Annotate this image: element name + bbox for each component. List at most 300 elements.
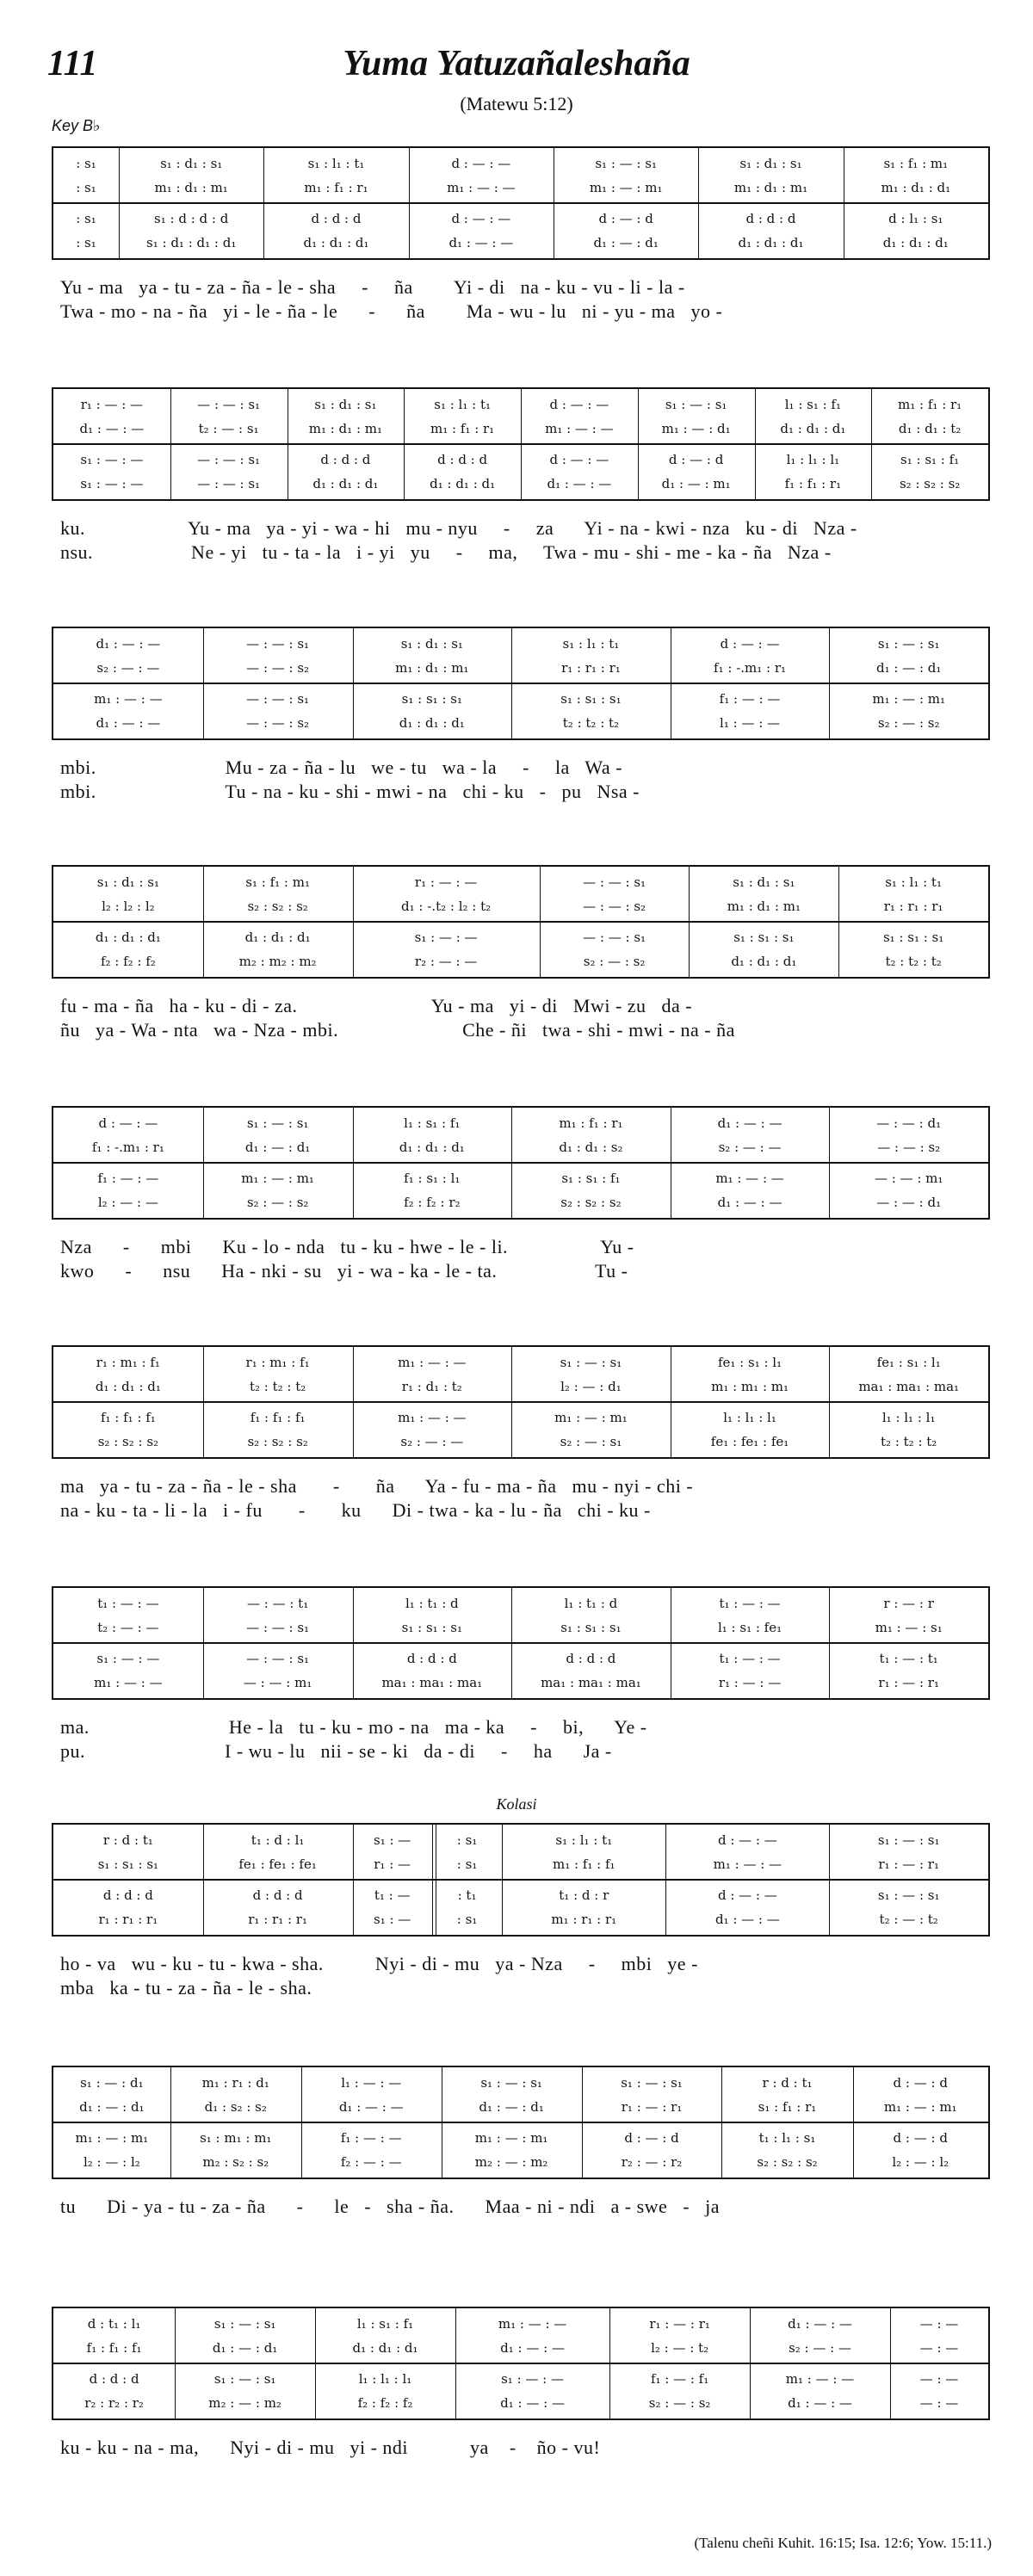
solfa-line: s₁ : d₁ : s₁ (160, 156, 223, 171)
solfa-line: s₁ : s₁ : s₁ (401, 1620, 462, 1635)
solfa-line: d₁ : d₁ : d₁ (738, 235, 804, 250)
solfa-line: — : — : t₁ (247, 1596, 309, 1611)
solfa-line: r₂ : — : — (414, 954, 478, 969)
measure-lower-voices (442, 2126, 582, 2174)
measure-upper-voices (203, 1828, 353, 1876)
solfa-line: s₁ : — : s₁ (560, 1355, 622, 1370)
score-system (0, 2066, 1033, 2272)
solfa-line: — : — (919, 2371, 959, 2387)
solfa-line: s₁ : s₁ : s₁ (560, 691, 622, 707)
solfa-line: d₁ : — : — (338, 2099, 404, 2115)
solfa-line: — : — : s₁ (583, 930, 646, 945)
solfa-line: d₁ : — : — (96, 715, 161, 731)
solfa-line: t₂ : t₂ : t₂ (562, 715, 620, 731)
solfa-line: s₂ : — : — (400, 1434, 464, 1449)
measure-lower-voices (750, 2367, 890, 2415)
lyrics-block (52, 994, 990, 1042)
solfa-line: — : — : m₁ (874, 1171, 943, 1186)
scripture-reference: (Matewu 5:12) (460, 93, 573, 114)
measure-upper-voices (53, 392, 170, 441)
solfa-line: d₁ : — : — (788, 2316, 852, 2332)
solfa-line: f₁ : — : — (719, 691, 781, 707)
solfa-line: s₁ : d : d : d (154, 211, 229, 226)
solfa-line: s₁ : d₁ : s₁ (314, 397, 377, 412)
solfa-line: l₁ : s₁ : f₁ (404, 1115, 461, 1131)
solfa-line: d₁ : d₁ : d₁ (95, 1379, 161, 1394)
measure-upper-voices (755, 392, 872, 441)
solfa-line: s₁ : s₁ : s₁ (401, 691, 462, 707)
solfa-line: d₁ : — : d₁ (79, 2099, 145, 2115)
solfa-line: t₁ : — (374, 1887, 411, 1903)
measure-upper-voices (829, 1111, 988, 1159)
solfa-line: d : d : d (311, 211, 362, 226)
measure-upper-voices (521, 392, 638, 441)
solfa-line: r₁ : — (374, 1856, 411, 1872)
solfa-line: s₁ : — : — (501, 2371, 564, 2387)
solfa-line: m₁ : — : — (398, 1410, 467, 1425)
solfa-line: — : — : s₁ (583, 874, 646, 890)
solfa-line: d : d : d (102, 1887, 153, 1903)
solfa-line: t₁ : l₁ : s₁ (758, 2130, 816, 2146)
solfa-line: s₂ : — : s₁ (560, 1434, 622, 1449)
measure-lower-voices (521, 448, 638, 496)
solfa-line: d₁ : d₁ : d₁ (399, 1140, 465, 1155)
solfa-line: d₁ : d₁ : d₁ (780, 421, 846, 436)
solfa-line: m₂ : — : m₂ (474, 2154, 548, 2170)
solfa-line: d₁ : — : d₁ (212, 2340, 278, 2356)
solfa-line: s₁ : — : — (80, 476, 144, 491)
lyrics-block (52, 516, 990, 565)
measure-upper-voices (353, 1828, 432, 1876)
solfa-line: — : — : m₁ (243, 1675, 312, 1690)
score-box (52, 627, 990, 740)
solfa-line: s₁ : d₁ : s₁ (733, 874, 795, 890)
solfa-line: t₂ : t₂ : t₂ (881, 1434, 937, 1449)
score-system (0, 387, 1033, 594)
measure-lower-voices (203, 1405, 353, 1454)
measure-upper-voices (442, 2071, 582, 2119)
measure-lower-voices (838, 925, 988, 973)
solfa-line: m₁ : — : d₁ (661, 421, 731, 436)
measure-lower-voices (871, 448, 988, 496)
solfa-line: r₁ : r₁ : r₁ (98, 1912, 158, 1927)
measure-lower-voices (511, 1166, 671, 1214)
solfa-line: m₁ : — : m₁ (474, 2130, 548, 2146)
score-system (0, 865, 1033, 1072)
score-box (52, 146, 990, 260)
solfa-line: d₁ : d₁ : t₂ (898, 421, 962, 436)
solfa-line: s₁ : s₁ : s₁ (882, 930, 944, 945)
lyric-verse-2: pu. I - wu - lu nii - se - ki da - di - ha Ja - (60, 1740, 612, 1762)
score-box (52, 2307, 990, 2420)
solfa-line: — : — : s₁ (246, 636, 310, 652)
solfa-line: l₂ : — : d₁ (560, 1379, 622, 1394)
measure-lower-voices (203, 1883, 353, 1931)
solfa-line: d₁ : d₁ : d₁ (882, 235, 949, 250)
solfa-line: m₁ : — : — (785, 2371, 855, 2387)
solfa-line: l₁ : l₁ : l₁ (881, 1410, 936, 1425)
solfa-line: ma₁ : ma₁ : ma₁ (381, 1675, 483, 1690)
measure-lower-voices (170, 2126, 301, 2174)
measure-upper-voices (263, 151, 408, 200)
lyric-verse-1: ho - va wu - ku - tu - kwa - sha. Nyi - di - mu ya - Nza - mbi ye - (60, 1953, 698, 1974)
solfa-line: r₁ : — : — (414, 874, 478, 890)
solfa-line: m₁ : — : — (94, 1675, 163, 1690)
measure-lower-voices (409, 207, 554, 255)
solfa-line: l₁ : t₁ : d (405, 1596, 459, 1611)
solfa-line: d : t₁ : l₁ (87, 2316, 141, 2332)
measure-upper-voices (871, 392, 988, 441)
measure-lower-voices (353, 1883, 432, 1931)
measure-upper-voices (750, 2312, 890, 2360)
solfa-line: d₁ : — : — (717, 1115, 782, 1131)
footnote: (Talenu cheñi Kuhit. 16:15; Isa. 12:6; Yow. 15:11.) (694, 2535, 992, 2551)
solfa-line: d₁ : d₁ : d₁ (244, 930, 311, 945)
solfa-line: s₁ : — : — (80, 452, 144, 467)
staff-divider (53, 1162, 988, 1164)
solfa-line: s₂ : — : s₂ (648, 2395, 711, 2411)
measure-upper-voices (455, 2312, 609, 2360)
solfa-line: f₁ : s₁ : l₁ (404, 1171, 461, 1186)
solfa-line: m₁ : f₁ : r₁ (304, 180, 368, 195)
solfa-line: m₁ : d₁ : d₁ (881, 180, 951, 195)
solfa-line: m₁ : r₁ : d₁ (201, 2075, 269, 2091)
solfa-line: — : — (919, 2316, 959, 2332)
solfa-line: s₁ : — (374, 1912, 411, 1927)
measure-lower-voices (511, 1405, 671, 1454)
measure-lower-voices (288, 448, 405, 496)
solfa-line: fe₁ : s₁ : l₁ (876, 1355, 941, 1370)
solfa-line: m₁ : — : m₁ (554, 1410, 628, 1425)
measure-upper-voices (353, 632, 512, 680)
measure-lower-voices (638, 448, 755, 496)
measure-lower-voices (353, 1405, 512, 1454)
solfa-line: s₁ : f₁ : m₁ (245, 874, 310, 890)
lyric-verse-2 (52, 2460, 990, 2484)
measure-upper-voices (404, 392, 521, 441)
measure-upper-voices (170, 392, 288, 441)
measure-upper-voices (353, 1591, 512, 1640)
solfa-line: s₂ : — : s₂ (246, 1195, 309, 1210)
measure-lower-voices (890, 2367, 988, 2415)
solfa-line: : s₁ (76, 211, 96, 226)
solfa-line: s₁ : s₁ : f₁ (900, 452, 960, 467)
measure-lower-voices (53, 2367, 175, 2415)
solfa-line: s₁ : m₁ : m₁ (200, 2130, 272, 2146)
solfa-line: l₁ : l₁ : l₁ (723, 1410, 776, 1425)
solfa-line: : t₁ (457, 1887, 477, 1903)
measure-lower-voices (502, 1883, 665, 1931)
solfa-line: t₁ : — : t₁ (879, 1651, 938, 1666)
lyric-verse-2: mbi. Tu - na - ku - shi - mwi - na chi - ku - pu Nsa - (60, 781, 640, 802)
solfa-line: m₁ : d₁ : m₁ (727, 899, 801, 914)
solfa-line: t₁ : — : — (97, 1596, 159, 1611)
solfa-line: r₁ : m₁ : f₁ (245, 1355, 310, 1370)
score-box (52, 2066, 990, 2179)
solfa-line: d : d : d (320, 452, 371, 467)
solfa-line: fe₁ : fe₁ : fe₁ (238, 1856, 317, 1872)
solfa-line: f₂ : — : — (340, 2154, 402, 2170)
measure-lower-voices (829, 1646, 988, 1695)
solfa-line: s₂ : s₂ : s₂ (899, 476, 961, 491)
score-box (52, 865, 990, 979)
solfa-line: d₁ : — : d₁ (593, 235, 659, 250)
measure-upper-voices (844, 151, 988, 200)
measure-lower-voices (353, 1646, 512, 1695)
solfa-line: l₁ : t₁ : d (564, 1596, 618, 1611)
solfa-line: r₁ : m₁ : f₁ (96, 1355, 160, 1370)
measure-upper-voices (582, 2071, 722, 2119)
measure-lower-voices (540, 925, 690, 973)
solfa-line: : s₁ (456, 1832, 478, 1848)
measure-upper-voices (119, 151, 263, 200)
solfa-line: m₁ : r₁ : r₁ (551, 1912, 617, 1927)
solfa-line: s₂ : s₂ : s₂ (247, 1434, 308, 1449)
score-system (0, 1106, 1033, 1313)
measure-lower-voices (698, 207, 843, 255)
measure-lower-voices (455, 2367, 609, 2415)
measure-lower-voices (721, 2126, 852, 2174)
measure-upper-voices (53, 1111, 203, 1159)
solfa-line: s₁ : — : s₁ (595, 156, 657, 171)
solfa-line: s₂ : s₂ : s₂ (97, 1434, 159, 1449)
solfa-line: l₁ : l₁ : l₁ (786, 452, 840, 467)
solfa-line: s₁ : — : s₁ (246, 1115, 309, 1131)
measure-lower-voices (203, 687, 353, 735)
solfa-line: d₁ : — : — (96, 636, 161, 652)
solfa-line: l₂ : — : l₂ (892, 2154, 949, 2170)
solfa-line: fe₁ : s₁ : l₁ (717, 1355, 782, 1370)
solfa-line: s₂ : s₂ : s₂ (247, 899, 308, 914)
measure-lower-voices (609, 2367, 750, 2415)
solfa-line: r : d : t₁ (102, 1832, 153, 1848)
measure-upper-voices (829, 1591, 988, 1640)
solfa-line: s₂ : — : — (789, 2340, 851, 2356)
lyric-verse-1: fu - ma - ña ha - ku - di - za. Yu - ma yi - di Mwi - zu da - (60, 995, 693, 1016)
measure-lower-voices (353, 1166, 512, 1214)
solfa-line: m₁ : — : m₁ (75, 2130, 149, 2146)
measure-lower-voices (665, 1883, 829, 1931)
solfa-line: fe₁ : fe₁ : fe₁ (710, 1434, 789, 1449)
measure-upper-voices (53, 1591, 203, 1640)
solfa-line: s₁ : f₁ : m₁ (883, 156, 949, 171)
measure-lower-voices (263, 207, 408, 255)
solfa-line: l₁ : l₁ : l₁ (358, 2371, 412, 2387)
lyric-verse-2: kwo - nsu Ha - nki - su yi - wa - ka - le - ta. Tu - (60, 1260, 628, 1282)
solfa-line: — : — : s₂ (246, 715, 310, 731)
score-system (0, 146, 1033, 353)
solfa-line: t₂ : t₂ : t₂ (885, 954, 942, 969)
solfa-line: ma₁ : ma₁ : ma₁ (541, 1675, 641, 1690)
solfa-line: ma₁ : ma₁ : ma₁ (858, 1379, 960, 1394)
solfa-line: — : — : s₁ (197, 452, 261, 467)
solfa-line: s₁ : l₁ : t₁ (562, 636, 620, 652)
measure-upper-voices (432, 1828, 502, 1876)
solfa-line: m₁ : — : m₁ (589, 180, 663, 195)
solfa-line: m₁ : d₁ : m₁ (154, 180, 228, 195)
measure-lower-voices (203, 1166, 353, 1214)
measure-lower-voices (404, 448, 521, 496)
solfa-line: m₁ : — : — (94, 691, 163, 707)
solfa-line: — : — : s₂ (583, 899, 646, 914)
lyric-verse-1: ku. Yu - ma ya - yi - wa - hi mu - nyu - za Yi - na - kwi - nza ku - di Nza - (60, 517, 857, 539)
score-box (52, 387, 990, 501)
solfa-line: r₁ : — : r₁ (621, 2099, 683, 2115)
solfa-line: t₂ : — : s₁ (198, 421, 259, 436)
staff-divider (53, 1642, 988, 1644)
solfa-line: s₁ : d₁ : d₁ : d₁ (146, 235, 237, 250)
measure-upper-voices (203, 1111, 353, 1159)
measure-upper-voices (665, 1828, 829, 1876)
lyrics-block (52, 2436, 990, 2484)
lyrics-block (52, 1952, 990, 2000)
measure-lower-voices (554, 207, 698, 255)
solfa-line: f₁ : — : f₁ (650, 2371, 709, 2387)
solfa-line: — : — : s₁ (246, 1651, 310, 1666)
solfa-line: m₁ : — : — (545, 421, 614, 436)
measure-lower-voices (671, 687, 830, 735)
solfa-line: d₁ : — : — (717, 1195, 782, 1210)
solfa-line: d : — : d (624, 2130, 679, 2146)
solfa-line: d : d : d (252, 1887, 303, 1903)
score-system (0, 2307, 1033, 2513)
measure-upper-voices (203, 870, 353, 918)
solfa-line: d₁ : — : d₁ (875, 660, 942, 676)
solfa-line: t₁ : — : — (719, 1651, 781, 1666)
measure-lower-voices (315, 2367, 455, 2415)
solfa-line: m₁ : — : — (398, 1355, 467, 1370)
measure-upper-voices (301, 2071, 442, 2119)
solfa-line: d₁ : — : d₁ (244, 1140, 311, 1155)
solfa-line: d₁ : d₁ : d₁ (95, 930, 161, 945)
solfa-line: m₁ : — : — (447, 180, 516, 195)
solfa-line: — : — : s₂ (877, 1140, 941, 1155)
measure-lower-voices (203, 1646, 353, 1695)
lyric-verse-2: nsu. Ne - yi tu - ta - la i - yi yu - ma, Twa - mu - shi - me - ka - ña Nza - (60, 541, 832, 563)
solfa-line: d : — : — (717, 1832, 777, 1848)
solfa-line: d : d : d (745, 211, 796, 226)
solfa-line: r₁ : r₁ : r₁ (561, 660, 621, 676)
measure-upper-voices (609, 2312, 750, 2360)
measure-lower-voices (53, 687, 203, 735)
staff-divider (53, 202, 988, 204)
solfa-line: s₁ : l₁ : t₁ (885, 874, 942, 890)
solfa-line: l₂ : — : — (97, 1195, 158, 1210)
solfa-line: : s₁ (76, 180, 96, 195)
score-system (0, 1345, 1033, 1552)
solfa-line: m₁ : — : m₁ (872, 691, 945, 707)
solfa-line: d₁ : d₁ : d₁ (352, 2340, 418, 2356)
lyric-verse-2: Twa - mo - na - ña yi - le - ña - le - ña Ma - wu - lu ni - yu - ma yo - (60, 300, 723, 322)
solfa-line: f₁ : f₁ : f₁ (100, 1410, 156, 1425)
solfa-line: — : — (919, 2395, 959, 2411)
measure-upper-voices (511, 1591, 671, 1640)
solfa-line: t₂ : t₂ : t₂ (249, 1379, 306, 1394)
measure-upper-voices (288, 392, 405, 441)
solfa-line: l₁ : s₁ : f₁ (784, 397, 842, 412)
solfa-line: d : d : d (566, 1651, 616, 1666)
measure-lower-voices (301, 2126, 442, 2174)
solfa-line: t₂ : — : t₂ (879, 1912, 938, 1927)
solfa-line: d : — : d (893, 2075, 948, 2091)
measure-upper-voices (353, 1350, 512, 1399)
solfa-line: m₁ : f₁ : r₁ (898, 397, 962, 412)
measure-lower-voices (853, 2126, 988, 2174)
solfa-line: s₁ : l₁ : t₁ (434, 397, 491, 412)
measure-upper-voices (638, 392, 755, 441)
solfa-line: s₂ : — : s₂ (583, 954, 646, 969)
measure-upper-voices (511, 1350, 671, 1399)
measure-upper-voices (203, 1591, 353, 1640)
solfa-line: s₂ : — : s₂ (877, 715, 940, 731)
solfa-line: d₁ : s₂ : s₂ (204, 2099, 267, 2115)
lyric-verse-2 (52, 2219, 990, 2243)
solfa-line: f₂ : f₂ : r₂ (404, 1195, 461, 1210)
solfa-line: d₁ : — : — (79, 421, 145, 436)
solfa-line: s₁ : d₁ : s₁ (96, 874, 159, 890)
solfa-line: d : — : d (668, 452, 724, 467)
solfa-line: t₁ : — : — (719, 1596, 781, 1611)
solfa-line: s₁ : l₁ : t₁ (307, 156, 365, 171)
measure-lower-voices (53, 207, 119, 255)
solfa-line: f₁ : -.m₁ : r₁ (91, 1140, 164, 1155)
solfa-line: m₁ : — : — (498, 2316, 567, 2332)
lyrics-block (52, 2195, 990, 2243)
solfa-line: r₁ : d₁ : t₂ (401, 1379, 462, 1394)
lyric-verse-1: mbi. Mu - za - ña - lu we - tu wa - la - la Wa - (60, 757, 623, 778)
staff-divider (53, 921, 988, 923)
solfa-line: — : — : s₁ (197, 397, 261, 412)
solfa-line: r : — : r (883, 1596, 934, 1611)
lyric-verse-2: na - ku - ta - li - la i - fu - ku Di - twa - ka - lu - ña chi - ku - (60, 1499, 651, 1521)
solfa-line: d₁ : d₁ : d₁ (430, 476, 496, 491)
solfa-line: r : d : t₁ (762, 2075, 813, 2091)
measure-upper-voices (353, 1111, 512, 1159)
lyric-verse-1: ma. He - la tu - ku - mo - na ma - ka - bi, Ye - (60, 1716, 647, 1738)
solfa-line: d : d : d (406, 1651, 457, 1666)
lyric-verse-1: Nza - mbi Ku - lo - nda tu - ku - hwe - le - li. Yu - (60, 1236, 634, 1257)
lyric-verse-1: Yu - ma ya - tu - za - ña - le - sha - ña Yi - di na - ku - vu - li - la - (60, 276, 685, 298)
solfa-line: — : — : s₂ (246, 660, 310, 676)
solfa-line: t₁ : d : l₁ (251, 1832, 305, 1848)
solfa-line: s₁ : — : d₁ (80, 2075, 144, 2091)
key-signature: Key B♭ (52, 117, 101, 134)
score-box (52, 1106, 990, 1220)
solfa-line: d : — : d (893, 2130, 948, 2146)
measure-upper-voices (829, 632, 988, 680)
solfa-line: d₁ : — : — (788, 2395, 852, 2411)
solfa-line: l₁ : s₁ : f₁ (356, 2316, 414, 2332)
solfa-line: s₁ : d₁ : s₁ (739, 156, 802, 171)
solfa-line: s₁ : s₁ : s₁ (560, 1620, 622, 1635)
solfa-line: s₁ : — : — (414, 930, 478, 945)
measure-upper-voices (53, 632, 203, 680)
measure-upper-voices (671, 1350, 830, 1399)
solfa-line: : s₁ (456, 1912, 478, 1927)
measure-upper-voices (829, 1828, 988, 1876)
solfa-line: s₁ : s₁ : s₁ (97, 1856, 159, 1872)
solfa-line: s₂ : s₂ : s₂ (757, 2154, 818, 2170)
solfa-line: — : — : s₁ (197, 476, 261, 491)
measure-upper-voices (175, 2312, 315, 2360)
solfa-line: m₁ : m₁ : m₁ (711, 1379, 789, 1394)
measure-upper-voices (53, 2071, 170, 2119)
solfa-line: m₁ : f₁ : r₁ (430, 421, 495, 436)
solfa-line: d : — : — (451, 211, 511, 226)
solfa-line: s₁ : — : s₁ (877, 1832, 940, 1848)
measure-upper-voices (554, 151, 698, 200)
measure-upper-voices (511, 1111, 671, 1159)
